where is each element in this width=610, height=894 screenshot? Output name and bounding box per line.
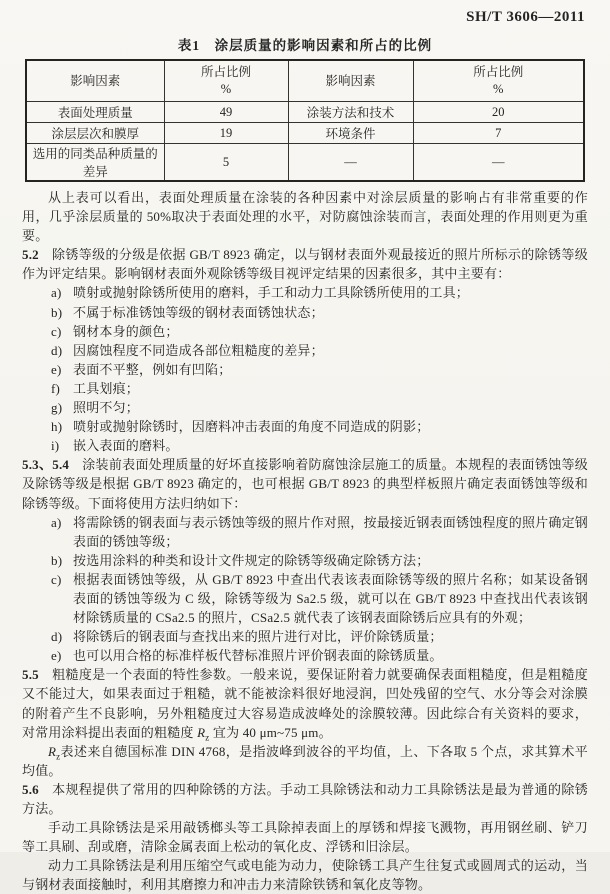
item-text: 根据表面锈蚀等级，从 GB/T 8923 中查出代表该表面除锈等级的照片名称；如某设备钢表面的锈蚀等级为 C 级，除锈等级为 Sa2.5 级，就可以在 GB/T 8923 中查找出代表该钢材除锈质量的 CSa2.5 的照片，CSa2.5 就代表了该钢表面除锈后应具有的外观；	[73, 571, 588, 626]
table-cell: 环境条件	[288, 123, 413, 144]
factors-table	[25, 59, 585, 182]
item-label: i)	[51, 438, 60, 454]
table-header-row	[26, 60, 584, 102]
item-label: b)	[51, 552, 63, 568]
clause-text: 宜为 40 μm~75 μm。	[209, 724, 332, 740]
list-1-item-f	[22, 379, 588, 398]
column-header-ratio-right	[413, 60, 584, 102]
list-2-item-e	[22, 646, 588, 665]
clause-text: 粗糙度是一个表面的特性参数。一般来说，要保证附着力就要确保表面粗糙度，但是粗糙度又不能过大，如果表面过于粗糙，就不能被涂料很好地浸润，凹处残留的空气、水分等会对涂膜的附着产生不良影响，另外粗糙度过大容易造成波峰处的涂膜较薄。因此综合有关资料的要求，对常用涂料提出表面的粗糙度	[22, 667, 588, 740]
clause-5-5	[22, 665, 588, 741]
item-label: c)	[51, 323, 62, 339]
item-label: b)	[51, 304, 63, 320]
table-cell: 19	[164, 123, 288, 144]
clause-5-6	[22, 780, 588, 818]
item-label: c)	[51, 571, 62, 587]
column-header-label: 影响因素	[325, 73, 376, 88]
list-2-item-c	[22, 570, 588, 627]
list-1-item-i	[22, 436, 588, 455]
table-cell: —	[288, 144, 413, 182]
item-label: a)	[51, 285, 62, 301]
column-header-unit: %	[493, 82, 504, 96]
paragraph-intro: 从上表可以看出，表面处理质量在涂装的各种因素中对涂层质量的影响占有非常重要的作用，几乎涂层质量的 50%取决于表面处理的水平，对防腐蚀涂装而言，表面处理的作用则更为重要。	[22, 190, 588, 244]
column-header-label: 影响因素	[70, 73, 121, 88]
rz-symbol: R	[48, 743, 57, 759]
list-1-item-h	[22, 417, 588, 436]
rz-subscript: z	[205, 732, 210, 743]
paragraph-rz	[22, 742, 588, 780]
clause-5-2	[22, 245, 588, 283]
table-title: 表1 涂层质量的影响因素和所占的比例	[177, 38, 433, 53]
item-label: e)	[51, 361, 62, 377]
list-2-item-a	[22, 513, 588, 551]
item-label: f)	[51, 380, 61, 396]
item-text: 钢材本身的颜色；	[73, 323, 179, 339]
item-label: a)	[51, 514, 62, 530]
table-cell: 5	[164, 144, 288, 182]
doc-number: SH/T 3606—2011	[466, 9, 585, 25]
clause-text: 除锈等级的分级是依据 GB/T 8923 确定，以与钢材表面外观最接近的照片所标示的除锈等级作为评定结果。影响钢材表面外观除锈等级目视评定结果的因素很多，其中主要有：	[22, 247, 588, 282]
list-2-item-b	[22, 551, 588, 570]
item-text: 将除锈后的钢表面与查找出来的照片进行对比，评价除锈质量；	[73, 629, 443, 645]
column-header-factor-left	[26, 60, 164, 102]
clause-number: 5.3、5.4	[22, 457, 70, 473]
rz-symbol: R	[197, 724, 206, 740]
list-1-item-d	[22, 341, 588, 360]
list-2-item-d	[22, 627, 588, 646]
table-cell: 49	[164, 102, 288, 123]
item-label: g)	[51, 400, 63, 416]
clause-text: 涂装前表面处理质量的好坏直接影响着防腐蚀涂层施工的质量。本规程的表面锈蚀等级及除锈等级是根据 GB/T 8923 确定的，也可根据 GB/T 8923 的典型样板照片确定表面锈蚀等级和除锈等级。下面将使用方法归纳如下：	[22, 457, 588, 511]
item-text: 照明不匀；	[73, 400, 140, 416]
body-text	[22, 188, 588, 894]
list-1-item-a	[22, 283, 588, 302]
table-cell: 涂装方法和技术	[288, 102, 413, 123]
item-text: 将需除锈的钢表面与表示锈蚀等级的照片作对照，按最接近钢表面锈蚀程度的照片确定钢表面的锈蚀等级；	[73, 514, 588, 549]
item-text: 喷射或抛射除锈时，因磨料冲击表面的角度不同造成的阴影；	[73, 419, 430, 435]
item-label: e)	[51, 648, 62, 664]
paragraph-text: 表述来自德国标准 DIN 4768，是指波峰到波谷的平均值，上、下各取 5 个点，求其算术平均值。	[22, 743, 588, 778]
item-text: 嵌入表面的磨料。	[73, 438, 179, 454]
clause-5-3-5-4	[22, 455, 588, 512]
clause-number: 5.6	[22, 781, 39, 797]
item-text: 工具划痕；	[73, 380, 140, 396]
table-cell: 7	[413, 123, 584, 144]
clause-number: 5.2	[22, 247, 39, 263]
paragraph-power-tools: 动力工具除锈法是利用压缩空气或电能为动力，使除锈工具产生往复式或圆周式的运动，当与钢材表面接触时，利用其磨擦力和冲击力来清除铁锈和氧化皮等物。	[22, 858, 588, 893]
list-1-item-g	[22, 398, 588, 417]
list-1-item-b	[22, 303, 588, 322]
paragraph-manual-tools: 手动工具除锈法是采用敲锈榔头等工具除掉表面上的厚锈和焊接飞溅物，再用钢丝刷、铲刀等工具刷、刮或磨，清除金属表面上松动的氧化皮、浮锈和旧涂层。	[22, 820, 588, 855]
clause-text: 本规程提供了常用的四种除锈的方法。手动工具除锈法和动力工具除锈法是最为普通的除锈方法。	[22, 781, 588, 816]
table-cell: —	[413, 144, 584, 182]
table-row	[26, 123, 584, 144]
table-cell: 表面处理质量	[26, 102, 164, 123]
item-label: d)	[51, 342, 63, 358]
column-header-label: 所占比例	[473, 65, 524, 79]
rz-subscript: z	[56, 751, 61, 762]
item-text: 表面不平整，例如有凹陷；	[73, 361, 232, 377]
column-header-ratio-left	[164, 60, 288, 102]
item-text: 喷射或抛射除锈所使用的磨料，手工和动力工具除锈所使用的工具；	[73, 285, 470, 301]
item-label: d)	[51, 629, 63, 645]
table-row	[26, 102, 584, 123]
column-header-label: 所占比例	[200, 65, 251, 79]
item-text: 因腐蚀程度不同造成各部位粗糙度的差异；	[73, 342, 324, 358]
item-text: 不属于标准锈蚀等级的钢材表面锈蚀状态；	[73, 304, 324, 320]
item-text: 也可以用合格的标准样板代替标准照片评价钢表面的除锈质量。	[73, 648, 443, 664]
list-1-item-e	[22, 360, 588, 379]
list-1-item-c	[22, 322, 588, 341]
column-header-factor-right	[288, 60, 413, 102]
table-cell: 涂层层次和膜厚	[26, 123, 164, 144]
item-label: h)	[51, 419, 63, 435]
table-row	[26, 144, 584, 182]
table-cell: 20	[413, 102, 584, 123]
item-text: 按选用涂料的种类和设计文件规定的除锈等级确定除锈方法；	[73, 552, 430, 568]
table-cell: 选用的同类品种质量的差异	[26, 144, 164, 182]
clause-number: 5.5	[22, 667, 39, 683]
column-header-unit: %	[220, 82, 232, 96]
